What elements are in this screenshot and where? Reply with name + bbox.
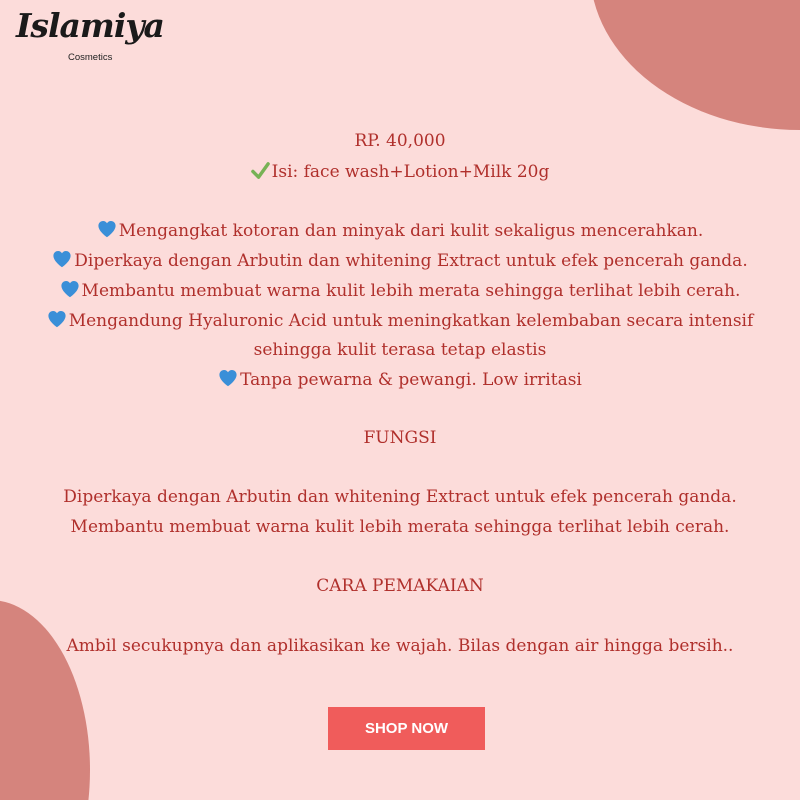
price-text: RP. 40,000 [354,131,446,151]
benefit-continuation: sehingga kulit terasa tetap elastis [253,340,547,360]
benefit-text: Diperkaya dengan Arbutin dan whitening Extract untuk efek pencerah ganda. [74,251,748,271]
brand-logo [16,6,176,68]
decorative-blob-top-right [590,0,800,130]
cara-text: Ambil secukupnya dan aplikasikan ke wajah. Bilas dengan air hingga bersih.. [66,636,734,656]
benefit-text: Membantu membuat warna kulit lebih merata sehingga terlihat lebih cerah. [81,281,741,301]
fungsi-heading: FUNGSI [363,428,437,448]
benefit-item [0,250,800,271]
blue-heart-icon [97,220,117,238]
brand-name: Islamiya [16,6,164,45]
benefit-item [0,369,800,390]
decorative-blob-bottom-left [0,600,90,800]
benefit-text: Mengandung Hyaluronic Acid untuk meningkatkan kelembaban secara intensif [68,311,754,331]
blue-heart-icon [52,250,72,268]
fungsi-line: Diperkaya dengan Arbutin dan whitening Extract untuk efek pencerah ganda. [63,487,737,507]
benefit-item [0,310,800,331]
green-check-icon [251,161,270,180]
benefit-text: Tanpa pewarna & pewangi. Low irritasi [240,370,582,390]
contents-line [0,161,800,182]
blue-heart-icon [60,280,80,298]
blue-heart-icon [218,369,238,387]
blue-heart-icon [47,310,67,328]
fungsi-line: Membantu membuat warna kulit lebih merata sehingga terlihat lebih cerah. [70,517,730,537]
benefit-text: Mengangkat kotoran dan minyak dari kulit sekaligus mencerahkan. [118,221,704,241]
shop-now-button[interactable]: SHOP NOW [328,707,485,750]
brand-subtitle: Cosmetics [68,52,113,63]
contents-text: Isi: face wash+Lotion+Milk 20g [271,162,550,182]
benefit-item [0,220,800,241]
benefit-item [0,280,800,301]
cara-heading: CARA PEMAKAIAN [316,576,484,596]
